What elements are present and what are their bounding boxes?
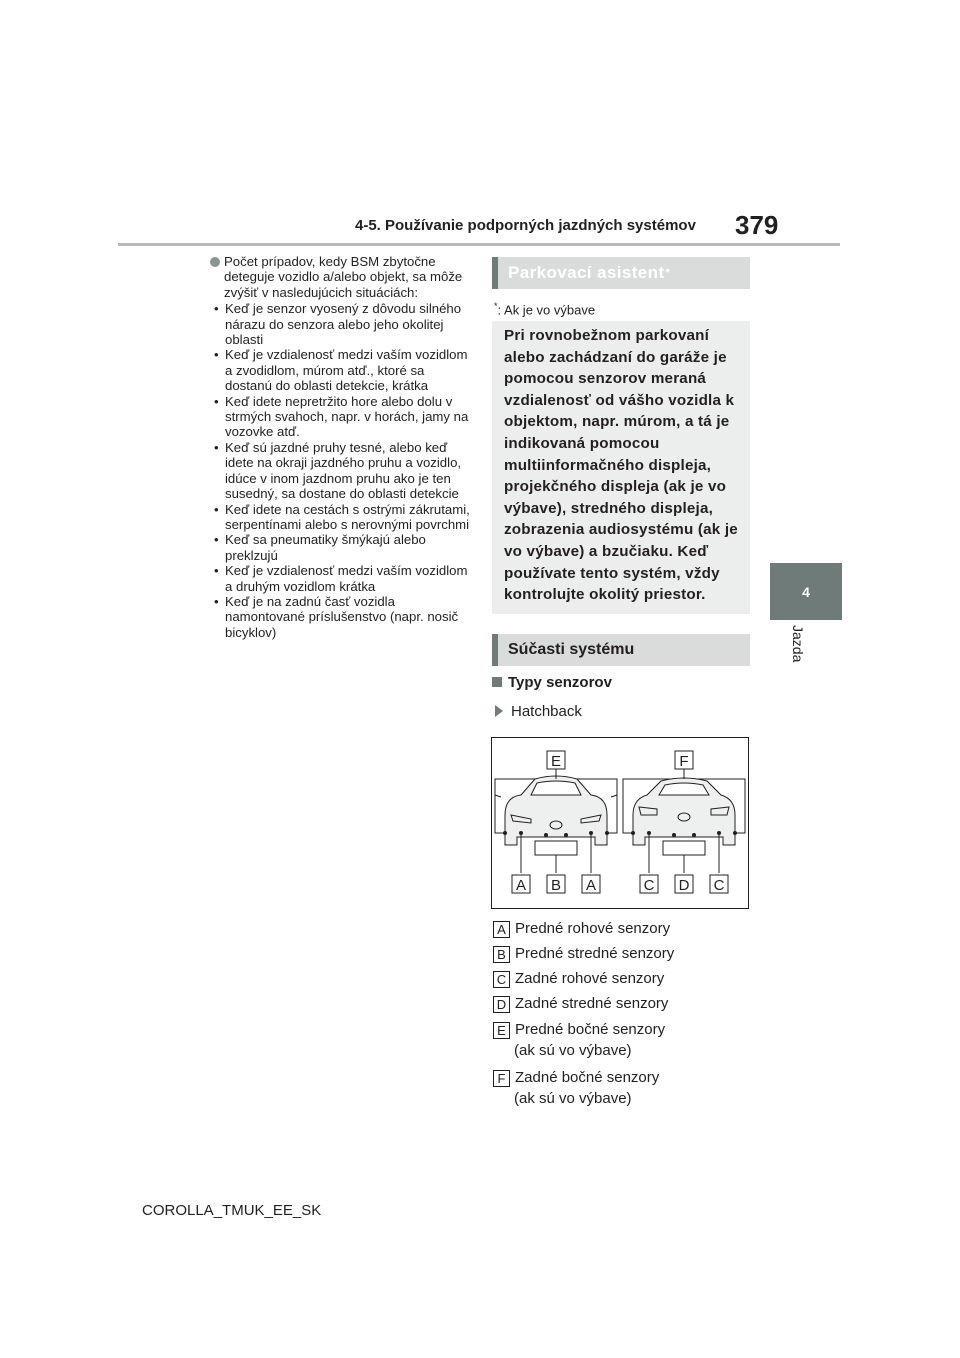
bullet-icon: • [214,593,219,609]
diagram-label-a-right: A [585,877,597,894]
list-item: • Keď idete nepretržito hore alebo dolu v strmých svahoch, napr. v horách, jamy na vozovke atď. [214,393,469,440]
diagram-label-e: E [550,753,562,770]
legend-item-a: A Predné rohové senzory [493,918,670,939]
diagram-label-b: B [550,877,562,894]
footnote: *: Ak je vo výbave [494,301,596,318]
intro-box: Pri rovnobežnom parkovaní alebo zachádzaní do garáže je pomocou senzorov meraná vzdialenosť od vášho vozidla k objektom, napr. múrom, a tá je indikovaná pomocou multiinformačného displeja, projekčného displeja (ak je vo výbave), stredného displeja, zobrazenia audiosystému (ak je vo výbave) a bzučiaku. Keď používate tento systém, vždy kontrolujte okolitý priestor. [492,321,750,614]
document-code: COROLLA_TMUK_EE_SK [142,1202,322,1219]
list-item: • Keď sú jazdné pruhy tesné, alebo keď idete na okraji jazdného pruhu a vozidlo, idúce v inom jazdnom pruhu ako je ten susedný, sa dostane do oblasti detekcie [214,439,462,502]
legend-item-f: F Zadné bočné senzory (ak sú vo výbave) [493,1067,659,1109]
diagram-label-c-right: C [713,877,725,894]
list-item: • Keď je vzdialenosť medzi vaším vozidlom a druhým vozidlom krátka [214,563,468,594]
footnote-mark: * [665,267,671,279]
triangle-bullet-icon [495,705,503,717]
diagram-label-c-left: C [643,877,655,894]
bsm-situations [210,254,472,640]
list-item: • Keď sa pneumatiky šmýkajú alebo preklzujú [214,532,426,563]
chapter-tab[interactable]: 4 [770,563,842,620]
bullet-dot-icon [210,257,220,267]
bullet-icon: • [214,563,219,579]
legend-item-c: C Zadné rohové senzory [493,968,664,989]
variant-label: Hatchback [495,703,582,720]
diagram-label-a-left: A [515,877,527,894]
chapter-label: Jazda [790,625,806,663]
sensor-location-diagram [491,737,749,909]
legend-item-b: B Predné stredné senzory [493,943,674,964]
diagram-label-f: F [679,753,689,770]
list-item: • Keď idete na cestách s ostrými zákrutami, serpentínami alebo s nerovnými povrchmi [214,501,470,532]
legend-item-e: E Predné bočné senzory (ak sú vo výbave) [493,1019,665,1061]
list-item: • Keď je vzdialenosť medzi vaším vozidlom a zvodidlom, múrom atď., ktoré sa dostanú do oblasti detekcie, krátka [214,347,468,394]
bullet-icon: • [214,532,219,548]
page-number: 379 [735,210,779,240]
components-heading: Súčasti systému [492,634,750,666]
lead-paragraph [210,254,472,300]
legend-item-d: D Zadné stredné senzory [493,993,668,1014]
header-divider [118,243,840,246]
section-title: 4-5. Používanie podporných jazdných systémov [355,217,696,234]
diagram-label-d: D [678,877,690,894]
bullet-icon: • [214,301,219,317]
sensor-types-heading: Typy senzorov [492,674,612,691]
bullet-icon: • [214,347,219,363]
bullet-icon: • [214,439,219,455]
list-item: • Keď je na zadnú časť vozidla namontované príslušenstvo (napr. nosič bicyklov) [214,593,459,640]
parking-assist-heading: Parkovací asistent * [492,257,750,289]
bullet-icon: • [214,501,219,517]
lead-text: Počet prípadov, kedy BSM zbytočne deteguje vozidlo a/alebo objekt, sa môže zvýšiť v nasledujúcich situáciách: [224,254,463,300]
list-item: • Keď je senzor vyosený z dôvodu silného nárazu do senzora alebo jeho okolitej oblasti [214,301,462,348]
bullet-icon: • [214,393,219,409]
square-bullet-icon [492,677,502,687]
